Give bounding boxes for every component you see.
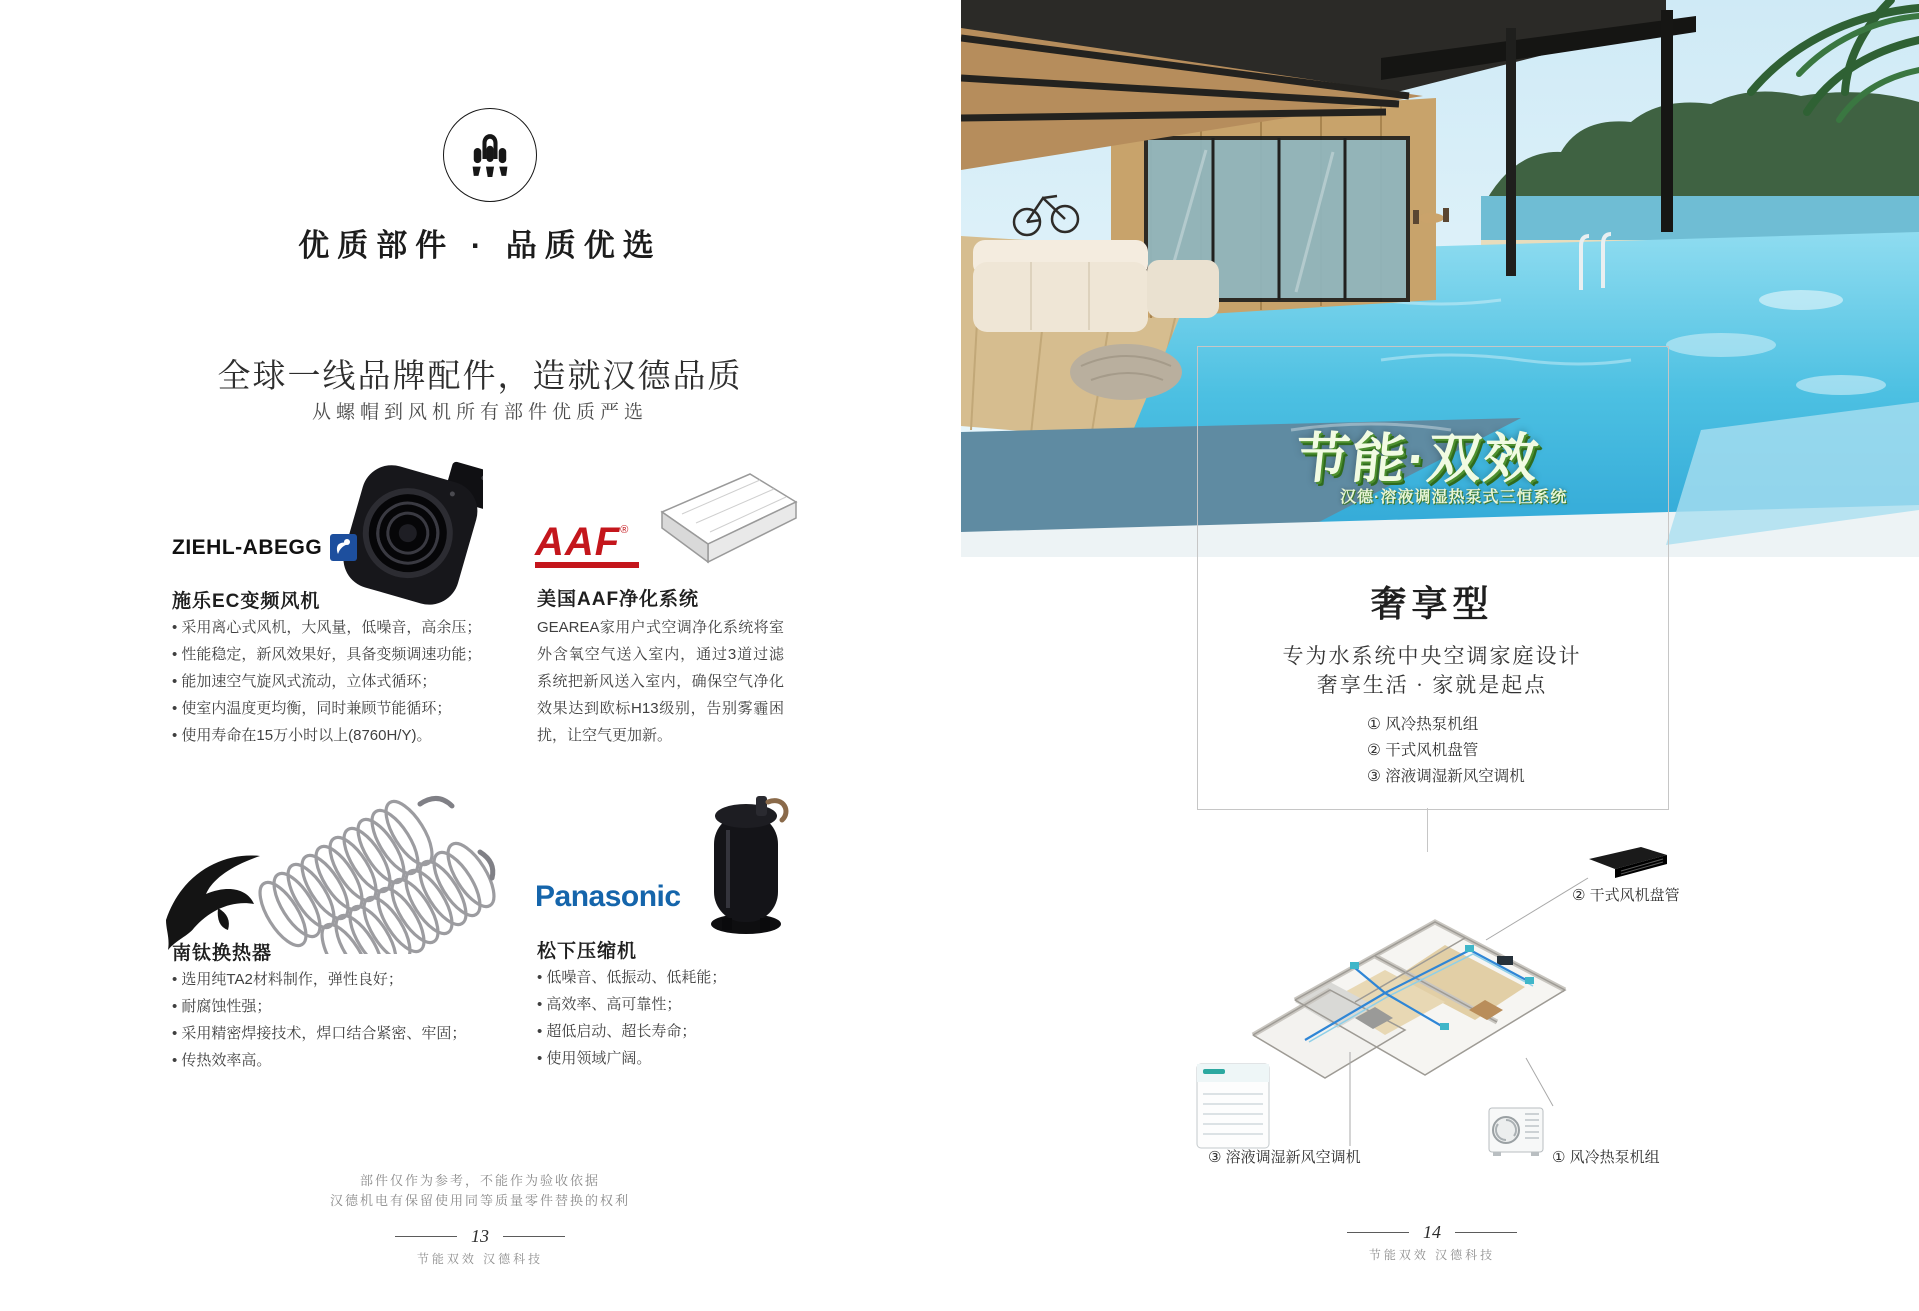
divider-line — [1455, 1232, 1517, 1233]
label-heat-pump: ① 风冷热泵机组 — [1552, 1149, 1660, 1166]
left-page-number: 13 — [471, 1226, 489, 1246]
panasonic-bullet-list — [537, 964, 726, 1072]
globe-icon — [330, 534, 357, 561]
castle-emblem-icon — [461, 126, 519, 184]
left-tagline: 节能双效 汉德科技 — [416, 1252, 544, 1266]
divider-line — [395, 1236, 457, 1237]
brand-emblem-badge — [443, 108, 537, 202]
label-ahu: ③ 溶液调湿新风空调机 — [1208, 1149, 1361, 1166]
right-page-number-row — [961, 1222, 1903, 1243]
disclaimer-line2: 汉德机电有保留使用同等质量零件替换的权利 — [329, 1193, 630, 1208]
luxury-panel-title: 奢享型 — [1370, 583, 1494, 624]
luxury-panel-line2: 奢享生活 · 家就是起点 — [1316, 673, 1548, 697]
nantai-bullet: • 采用精密焊接技术，焊口结合紧密、牢固； — [172, 1020, 466, 1047]
panasonic-product-name: 松下压缩机 — [537, 941, 638, 962]
divider-line — [1347, 1232, 1409, 1233]
luxury-panel-items — [1367, 712, 1525, 790]
panasonic-bullet: • 超低启动、超长寿命； — [537, 1018, 726, 1045]
divider-line — [503, 1236, 565, 1237]
right-page-number: 14 — [1423, 1222, 1441, 1242]
compressor-image — [698, 790, 794, 942]
panasonic-bullet: • 使用领域广阔。 — [537, 1045, 726, 1072]
left-page-number-row — [0, 1226, 960, 1247]
energy-badge-title: 节能·双效 — [1292, 429, 1543, 489]
aaf-description: GEAREA家用户式空调净化系统将室外含氧空气送入室内，通过3道过滤系统把新风送入室内，确保空气净化效果达到欧标H13级别，告别雾霾困扰，让空气更加新。 — [537, 619, 784, 744]
nantai-bullet: • 选用纯TA2材料制作，弹性良好； — [172, 966, 466, 993]
aaf-product-name: 美国AAF净化系统 — [537, 589, 700, 610]
ziehl-abegg-logo-text: ZIEHL-ABEGG — [172, 535, 323, 559]
registered-mark-icon: ® — [620, 524, 629, 536]
intro-headline: 全球一线品牌配件，造就汉德品质 — [217, 357, 743, 394]
titanium-coil-image — [258, 772, 503, 954]
ziehl-bullet-list — [172, 614, 481, 749]
panel-item: ③ 溶液调湿新风空调机 — [1367, 768, 1525, 785]
nantai-product-name: 南钛换热器 — [172, 943, 273, 964]
ziehl-bullet: • 性能稳定，新风效果好，具备变频调速功能； — [172, 641, 481, 668]
ziehl-bullet: • 能加速空气旋风式流动，立体式循环； — [172, 668, 481, 695]
nantai-bullet: • 耐腐蚀性强； — [172, 993, 466, 1020]
page-title: 优质部件 · 品质优选 — [298, 228, 662, 263]
ziehl-product-name: 施乐EC变频风机 — [172, 591, 321, 612]
panasonic-bullet: • 低噪音、低振动、低耗能； — [537, 964, 726, 991]
ziehl-bullet: • 使用寿命在15万小时以上(8760H/Y)。 — [172, 722, 481, 749]
panasonic-logo: Panasonic — [535, 880, 681, 913]
ducted-unit-image — [1583, 845, 1671, 879]
aaf-logo-text: AAF — [535, 520, 621, 564]
panel-item: ① 风冷热泵机组 — [1367, 716, 1479, 733]
disclaimer-line1: 部件仅作为参考，不能作为验收依据 — [359, 1173, 600, 1188]
panasonic-bullet: • 高效率、高可靠性； — [537, 991, 726, 1018]
intro-subline: 从螺帽到风机所有部件优质严选 — [311, 402, 648, 423]
panel-item: ② 干式风机盘管 — [1367, 742, 1479, 759]
ziehl-bullet: • 使室内温度更均衡，同时兼顾节能循环； — [172, 695, 481, 722]
nantai-bullet-list — [172, 966, 466, 1074]
ahu-unit-image — [1193, 1060, 1273, 1152]
aaf-logo — [535, 520, 639, 568]
ziehl-abegg-logo — [172, 534, 357, 561]
centrifugal-fan-image — [338, 450, 483, 628]
luxury-panel-line1: 专为水系统中央空调家庭设计 — [1282, 644, 1582, 668]
heat-pump-unit-image — [1487, 1100, 1545, 1158]
right-tagline: 节能双效 汉德科技 — [1368, 1248, 1496, 1262]
label-ducted-fan-coil: ② 干式风机盘管 — [1572, 887, 1680, 904]
ziehl-bullet: • 采用离心式风机，大风量，低噪音，高余压； — [172, 614, 481, 641]
nantai-bullet: • 传热效率高。 — [172, 1047, 466, 1074]
air-filter-image — [652, 468, 802, 590]
energy-badge-subtitle: 汉德·溶液调湿热泵式三恒系统 — [1340, 489, 1568, 506]
